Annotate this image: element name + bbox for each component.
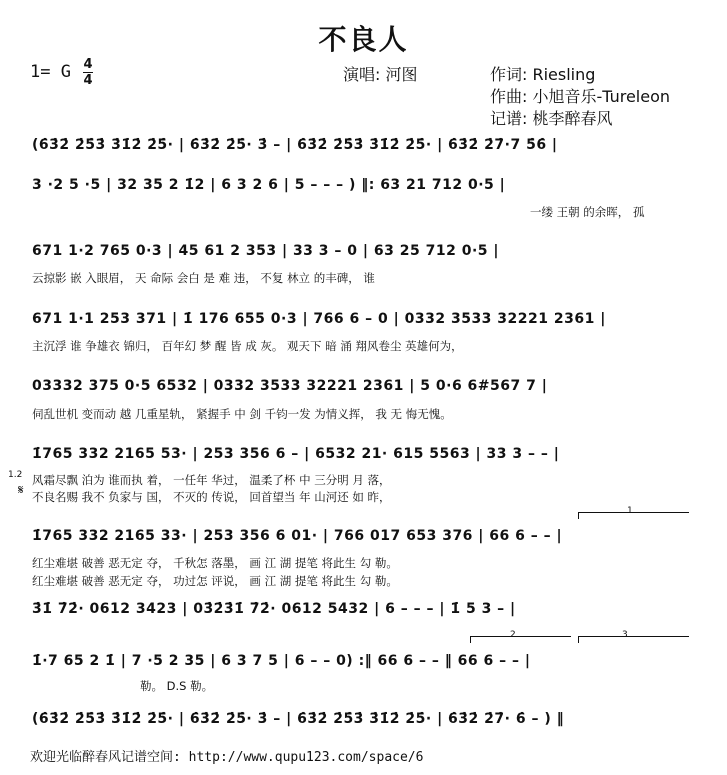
lyrics-row-7a: 红尘难堪 破善 恶无定 夺， 千秋怎 落墨， 画 江 湖 提笔 将此生 勾 勒。 — [32, 556, 398, 570]
segno-icon: 𝄋 — [18, 483, 24, 498]
lyricist-credit: 作词: Riesling — [490, 65, 596, 84]
lyrics-row-9: 勒。 D.S 勒。 — [140, 679, 214, 693]
score-row-1: (6̇3̇2̇ 2̇5̇3̇ 3̇1̇2̇ 2̇5̇· | 6̇3̇2̇ 2̇5̇· 3̇ – | 6̇3̇2̇ 2̇5̇3̇ 3̇1̇2̇ 2̇5̇· | 6̇3̇2̇ 2̇7̇·7 5̇6̇ | — [32, 137, 558, 153]
singer-credit: 演唱: 河图 — [343, 65, 418, 84]
lyrics-row-4: 主沉浮 谁 争雄衣 锦归， 百年幻 梦 醒 皆 成 灰。 观天下 暗 涌 翔风卷尘 英雄何为， — [32, 339, 463, 353]
lyrics-row-6b: 不良名赐 我不 负家与 国， 不灭的 传说， 回首望当 年 山河还 如 昨， — [32, 490, 391, 504]
score-row-8: 3̇1̇ 7̇2̇· 0612 3423 | 03̇2̇3̇1̇ 7̇2̇· 0612 5432 | 6 – – – | 1̇ 5 3 – | — [32, 601, 516, 617]
time-signature — [82, 58, 94, 87]
score-row-3: 671 1·2 765 0·3 | 45 61 2 353 | 33 3 – 0 | 63 25 712 0·5 | — [32, 243, 499, 259]
transcriber-credit: 记谱: 桃李醉春风 — [490, 109, 613, 128]
volta-bracket-1 — [578, 512, 689, 519]
time-sig-top: 4 — [83, 57, 93, 72]
verse-numbers: 1.2 — [8, 470, 23, 480]
score-row-9: 1̇·7 65 2 1̇ | 7 ·5 2 35 | 6 3 7 5 | 6 – – 0) :‖ 66 6 – – ‖ 66 6 – – | — [32, 653, 531, 669]
volta-bracket-3 — [578, 636, 689, 643]
lyrics-row-5: 伺乱世机 变而动 越 几重星轨， 紧握手 中 剑 千钧一发 为情义挥， 我 无 悔无愧。 — [32, 407, 452, 421]
score-row-7: 1̇765 332 2165 33· | 253 356 6 01· | 766 017 653 376 | 66 6 – – | — [32, 528, 563, 544]
score-row-2: 3 ·2 5 ·5 | 32 35 2 1̇2 | 6 3 2 6 | 5 – – – ) ‖: 63 21 712 0·5 | — [32, 177, 506, 193]
lyrics-row-6a: 风霜尽飘 泊为 谁而执 着， 一任年 华过， 温柔了杯 中 三分明 月 落， — [32, 473, 391, 487]
footer-credit: 欢迎光临醉春风记谱空间: http://www.qupu123.com/space/6 — [30, 750, 424, 765]
composer-credit: 作曲: 小旭音乐-Tureleon — [490, 87, 671, 106]
volta-label-3: 3 — [622, 630, 628, 640]
page-title: 不良人 — [318, 23, 409, 56]
key-signature: 1= G — [30, 62, 71, 82]
volta-bracket-2 — [470, 636, 571, 643]
score-row-5: 03332 375 0·5 6532 | 0332 3533 32221 2361 | 5 0·6 6#567 7 | — [32, 378, 548, 394]
lyrics-row-3: 云掠影 嵌 入眼眉， 天 命际 会白 是 难 违， 不复 林立 的丰碑， 谁 — [32, 271, 375, 285]
score-row-10: (6̇3̇2̇ 2̇5̇3̇ 3̇1̇2̇ 2̇5̇· | 6̇3̇2̇ 2̇5̇· 3̇ – | 6̇3̇2̇ 2̇5̇3̇ 3̇1̇2̇ 2̇5̇· | 6̇3̇2̇ 2̇7̇· 6̇ – ) ‖ — [32, 711, 565, 727]
lyrics-row-7b: 红尘难堪 破善 恶无定 夺， 功过怎 评说， 画 江 湖 提笔 将此生 勾 勒。 — [32, 574, 398, 588]
volta-label-2: 2 — [510, 630, 516, 640]
time-sig-bottom: 4 — [83, 73, 93, 88]
lyrics-row-2: 一缕 王朝 的余晖， 孤 — [530, 205, 645, 219]
volta-label-1: 1 — [627, 506, 633, 516]
score-row-6: 1̇765 332 2165 53· | 253 356 6 – | 6532 21· 615 5563 | 33 3 – – | — [32, 446, 560, 462]
score-row-4: 671 1·1 253 371 | 1̇ 176 655 0·3 | 766 6 – 0 | 0332 3533 32221 2361 | — [32, 311, 606, 327]
